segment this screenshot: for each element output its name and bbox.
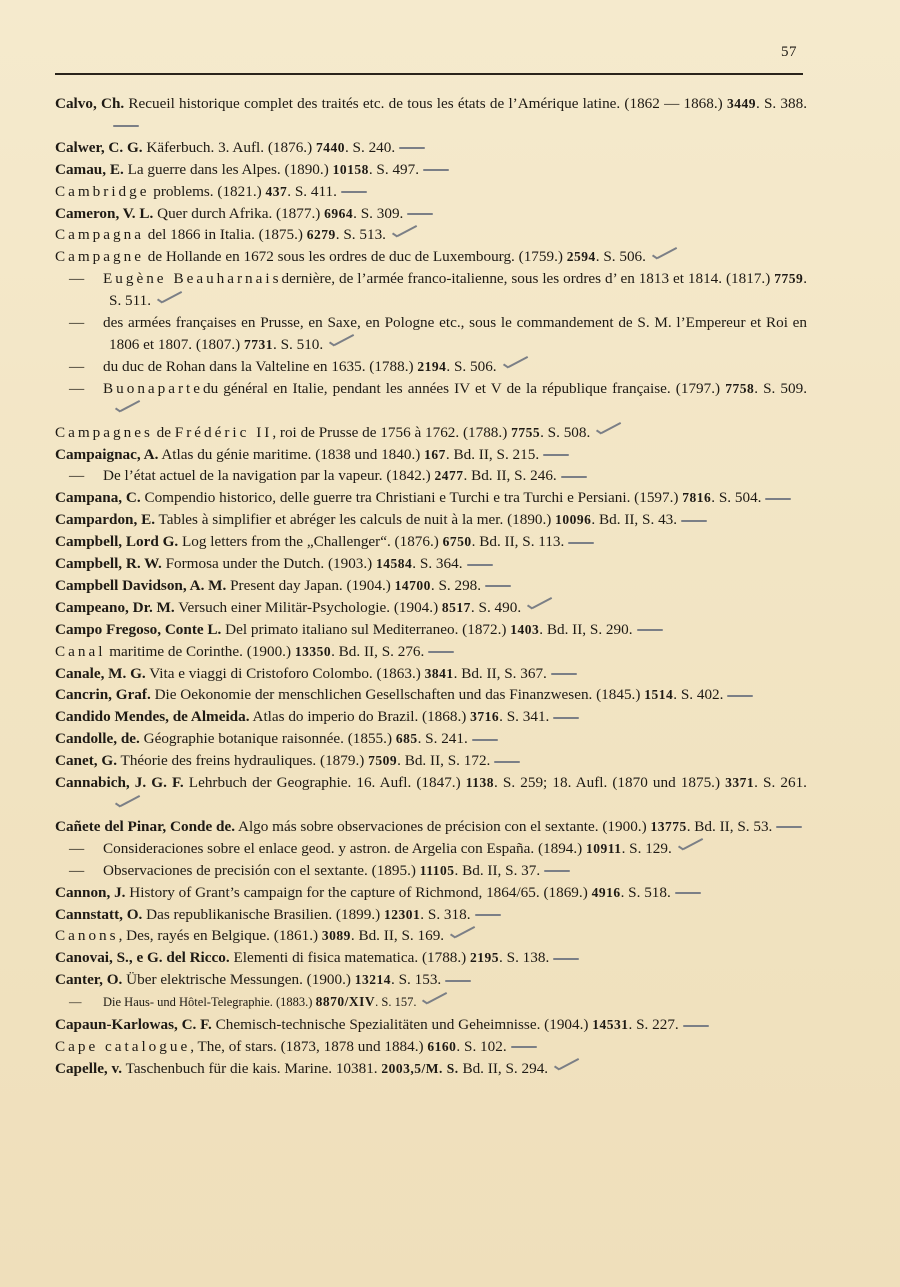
entry-reference: . Bd. II, S. 172. — [397, 752, 491, 770]
entry-number: 13350 — [294, 643, 332, 659]
repeat-dash: — — [69, 995, 82, 1010]
entry-text-continued: en Italie, pendant les années IV et V de la république française. (1797.) — [273, 379, 726, 397]
repeat-dash: — — [69, 379, 85, 397]
pencil-dash-icon — [445, 977, 473, 985]
entry-author: Campbell, R. W. — [55, 555, 162, 573]
entry-reference: . Bd. II, S. 113. — [471, 533, 565, 551]
catalog-entry — [55, 904, 807, 926]
entry-reference-second: . S. 261. — [754, 774, 807, 792]
entry-author: Candolle, de. — [55, 730, 140, 748]
entry-text: Vita e viaggi di Cristoforo Colombo. (1863.) — [145, 664, 425, 682]
check-mark-icon — [113, 407, 141, 415]
pencil-dash-icon — [472, 736, 500, 744]
pencil-dash-icon — [727, 692, 755, 700]
entry-number: 437 — [265, 183, 288, 199]
entry-number: 14700 — [394, 577, 431, 593]
entry-text: Chemisch-technische Spezialitäten und Geheimnisse. (1904.) — [211, 1016, 593, 1034]
entry-spaced-heading: Canons — [55, 927, 119, 945]
catalog-entry — [55, 509, 807, 531]
catalog-entry — [55, 1014, 807, 1036]
entry-spaced-heading: Eugène Beauharnais — [103, 270, 282, 288]
catalog-entry — [55, 882, 807, 904]
catalog-subentry — [55, 356, 807, 378]
entry-number: 8870/XIV — [315, 994, 376, 1010]
entry-reference: . S. 388. — [755, 95, 807, 112]
catalog-entry — [55, 772, 807, 816]
entry-author: Calwer, C. G. — [55, 138, 143, 156]
entry-number: 2195 — [470, 950, 500, 966]
catalog-entry — [55, 706, 807, 728]
catalog-entry — [55, 597, 807, 619]
entry-spaced-heading: Campagnes — [55, 423, 153, 441]
entry-text: De l’état actuel de la navigation par la vapeur. (1842.) — [103, 467, 435, 485]
entry-author: Campo Fregoso, Conte L. — [55, 620, 222, 638]
entry-author: Campaignac, A. — [55, 445, 159, 463]
entry-author: Calvo, Ch. — [55, 95, 125, 112]
entry-reference: . Bd. II, S. 169. — [350, 927, 445, 945]
entry-text: du duc de Rohan dans la Valteline en 1635. (1788.) — [103, 357, 418, 375]
entry-number: 2003,5/M. S. — [381, 1060, 459, 1076]
entry-number: 10911 — [586, 840, 622, 856]
entry-author: Cañete del Pinar, Conde de. — [55, 817, 236, 835]
catalog-entry — [55, 1058, 807, 1080]
entry-number: 2594 — [566, 249, 596, 265]
entry-number: 685 — [395, 731, 418, 747]
entry-author: Campbell, Lord G. — [55, 533, 179, 551]
entry-spaced-heading: Cape catalogue — [55, 1037, 191, 1055]
entry-author: Campbell Davidson, A. M. — [55, 576, 227, 594]
catalog-entry — [55, 684, 807, 706]
entry-reference: . S. 298. — [430, 576, 482, 594]
entry-author: Campeano, Dr. M. — [55, 598, 175, 616]
catalog-subentry — [55, 860, 807, 882]
entry-text: Recueil historique complet des traités etc. de tous les états de l’Amérique latine. (1862 — 1868.) — [124, 95, 727, 112]
entry-number: 3089 — [321, 928, 351, 944]
check-mark-icon — [420, 999, 448, 1007]
entry-text: Käferbuch. 3. Aufl. (1876.) — [142, 138, 316, 156]
entry-reference: . S. 102. — [456, 1037, 507, 1055]
check-mark-icon — [525, 604, 553, 612]
entry-number: 7759 — [774, 271, 804, 287]
entry-author: Cannstatt, O. — [55, 905, 143, 923]
entry-number: 10096 — [555, 512, 592, 528]
entry-number: 2477 — [434, 468, 464, 484]
entry-text: dernière, de l’armée franco-italienne, sous les ordres d’ — [281, 270, 617, 288]
entry-number: 14531 — [592, 1017, 629, 1033]
entry-reference: . S. 138. — [499, 949, 550, 967]
entry-text: Das republikanische Brasilien. (1899.) — [142, 905, 385, 923]
entry-text: de Hollande en 1672 sous les ordres de duc de Luxembourg. (1759.) — [143, 248, 567, 266]
check-mark-icon — [327, 341, 355, 349]
entry-text: Quer durch Afrika. (1877.) — [153, 204, 325, 222]
catalog-entry — [55, 816, 807, 838]
entry-reference: . S. 504. — [711, 489, 762, 507]
pencil-dash-icon — [568, 539, 596, 547]
entry-number: 1514 — [644, 687, 674, 703]
entry-text: Théorie des freins hydrauliques. (1879.) — [117, 752, 369, 770]
entry-text: La guerre dans les Alpes. (1890.) — [123, 160, 333, 178]
catalog-entry — [55, 750, 807, 772]
entry-author: Cancrin, Graf. — [55, 686, 151, 704]
check-mark-icon — [390, 232, 418, 240]
catalog-entry — [55, 203, 807, 225]
entry-text: Atlas du génie maritime. (1838 und 1840.) — [158, 445, 425, 463]
entry-text: de — [152, 423, 175, 441]
entry-text: Die Haus- und Hôtel-Telegraphie. (1883.) — [103, 995, 316, 1010]
entry-number: 167 — [424, 446, 446, 462]
check-mark-icon — [594, 429, 622, 437]
entry-number: 3841 — [424, 665, 454, 681]
entry-number: 6160 — [427, 1038, 457, 1054]
entry-number: 11105 — [419, 862, 455, 878]
pencil-dash-icon — [675, 889, 703, 897]
entry-text: , Des, rayés en Belgique. (1861.) — [118, 927, 322, 945]
catalog-entry — [55, 246, 807, 268]
entry-reference: . Bd. II, S. 43. — [591, 511, 678, 529]
entry-reference: . S. 497. — [368, 160, 420, 178]
pencil-dash-icon — [553, 955, 581, 963]
entry-text: Taschenbuch für die kais. Marine. 10381. — [122, 1059, 382, 1077]
entry-reference: . S. 240. — [344, 138, 396, 156]
pencil-dash-icon — [485, 582, 513, 590]
entry-author: Canter, O. — [55, 971, 123, 989]
entry-number: 13214 — [354, 972, 391, 988]
entry-author: Campardon, E. — [55, 511, 156, 529]
entry-reference: Bd. II, S. 294. — [458, 1059, 549, 1077]
entry-number: 7509 — [368, 753, 398, 769]
catalog-entry — [55, 422, 807, 444]
entry-text: Algo más sobre observaciones de précision con el sextante. (1900.) — [235, 817, 651, 835]
entry-reference: . S. 341. — [499, 708, 550, 726]
check-mark-icon — [650, 254, 678, 262]
pencil-dash-icon — [543, 451, 571, 459]
entry-reference: . S. 510. — [272, 335, 324, 353]
entry-reference: . S. 508. — [540, 423, 591, 441]
entry-author: Cameron, V. L. — [55, 204, 154, 222]
repeat-dash: — — [69, 839, 85, 857]
entry-reference: . S. 318. — [420, 905, 471, 923]
repeat-dash: — — [69, 467, 85, 485]
entry-author: Capaun-Karlowas, C. F. — [55, 1016, 212, 1034]
entry-reference: . S. 513. — [335, 226, 386, 244]
entry-number: 13775 — [650, 818, 687, 834]
entry-reference: . Bd. II, S. 246. — [463, 467, 557, 485]
entry-author: Canovai, S., e G. del Ricco. — [55, 949, 230, 967]
catalog-subentry — [55, 378, 807, 422]
page-number: 57 — [781, 44, 797, 60]
entry-text: Formosa under the Dutch. (1903.) — [161, 555, 377, 573]
catalog-entry — [55, 181, 807, 203]
check-mark-icon — [501, 363, 529, 371]
check-mark-icon — [113, 802, 141, 810]
entry-reference: . S. 402. — [673, 686, 724, 704]
pencil-dash-icon — [467, 561, 495, 569]
check-mark-icon — [552, 1065, 580, 1073]
entry-spaced-heading: Campagna — [55, 226, 144, 244]
pencil-dash-icon — [561, 473, 589, 481]
entry-number: 6279 — [306, 227, 336, 243]
catalog-entry — [55, 1036, 807, 1058]
entry-reference: . S. 364. — [412, 555, 463, 573]
entry-number: 8517 — [441, 599, 471, 615]
catalog-entry — [55, 159, 807, 181]
pencil-dash-icon — [544, 867, 572, 875]
pencil-dash-icon — [475, 911, 503, 919]
catalog-entry — [55, 947, 807, 969]
entry-text: Die Oekonomie der menschlichen Gesellschaften und das Finanzwesen. (1845.) — [150, 686, 645, 704]
entry-text: problems. (1821.) — [149, 182, 266, 200]
entry-number: 12301 — [384, 906, 421, 922]
pencil-dash-icon — [494, 758, 522, 766]
entry-reference: . S. 511. — [109, 270, 807, 310]
entry-number: 14584 — [376, 556, 413, 572]
entry-author: Canet, G. — [55, 752, 118, 770]
repeat-dash: — — [69, 861, 85, 879]
entry-text-continued: en 1813 et 1814. (1817.) — [616, 270, 775, 288]
entry-reference: . S. 309. — [353, 204, 404, 222]
catalog-subentry — [55, 991, 807, 1014]
repeat-dash: — — [69, 314, 85, 332]
catalog-entry — [55, 487, 807, 509]
entry-number: 3716 — [470, 709, 500, 725]
entry-text: Compendio historico, delle guerre tra Christiani e Turchi e tra Turchi e Persiani. (1597.) — [140, 489, 683, 507]
entry-text: du général — [203, 379, 274, 397]
entry-author: Campana, C. — [55, 489, 141, 507]
catalog-entry — [55, 728, 807, 750]
entry-number: 3449 — [726, 96, 756, 111]
check-mark-icon — [676, 845, 704, 853]
check-mark-icon — [448, 933, 476, 941]
entry-reference: . S. 153. — [391, 971, 442, 989]
entry-reference: . Bd. II, S. 215. — [445, 445, 540, 463]
entry-reference: . S. 241. — [417, 730, 468, 748]
entry-author: Canale, M. G. — [55, 664, 146, 682]
entry-text: Log letters from the „Challenger“. (1876.) — [178, 533, 443, 551]
entry-text: , The, of stars. (1873, 1878 und 1884.) — [190, 1037, 428, 1055]
catalog-entry — [55, 553, 807, 575]
entry-reference: . S. 157. — [375, 995, 417, 1010]
catalog-entry — [55, 925, 807, 947]
pencil-dash-icon — [551, 670, 579, 678]
entry-reference: . S. 506. — [595, 248, 646, 266]
entry-number: 7755 — [511, 424, 541, 440]
entry-reference: . S. 506. — [446, 357, 497, 375]
catalog-entry — [55, 619, 807, 641]
repeat-dash: — — [69, 270, 85, 288]
repeat-dash: — — [69, 357, 85, 375]
pencil-dash-icon — [511, 1043, 539, 1051]
entry-author: Candido Mendes, de Almeida. — [55, 708, 250, 726]
entry-list — [55, 93, 807, 1080]
entry-reference: . Bd. II, S. 290. — [539, 620, 633, 638]
entry-number: 7731 — [243, 336, 273, 352]
entry-number: 4916 — [591, 884, 621, 900]
entry-text: History of Grant’s campaign for the capture of Richmond, 1864/65. (1869.) — [125, 883, 592, 901]
entry-number: 1138 — [465, 775, 495, 791]
pencil-dash-icon — [341, 188, 369, 196]
pencil-dash-icon — [776, 823, 804, 831]
pencil-dash-icon — [399, 144, 427, 152]
entry-text-continued: , roi de Prusse de 1756 à 1762. (1788.) — [272, 423, 512, 441]
catalog-subentry — [55, 465, 807, 487]
pencil-dash-icon — [428, 648, 456, 656]
entry-author: Capelle, v. — [55, 1059, 123, 1077]
entry-number: 6750 — [442, 534, 472, 550]
catalog-entry — [55, 575, 807, 597]
entry-spaced-name: Frédéric II — [174, 423, 273, 441]
entry-text: Present day Japan. (1904.) — [226, 576, 395, 594]
entry-text: maritime de Corinthe. (1900.) — [105, 642, 295, 660]
entry-author: Cannon, J. — [55, 883, 126, 901]
entry-text: Géographie botanique raisonnée. (1855.) — [139, 730, 396, 748]
entry-number: 10158 — [332, 161, 369, 177]
entry-number: 6964 — [324, 205, 354, 221]
entry-text: Consideraciones sobre el enlace geod. y astron. de Argelia con España. (1894.) — [103, 839, 587, 857]
entry-reference: . S. 518. — [620, 883, 671, 901]
check-mark-icon — [155, 298, 183, 306]
entry-number-second: 3371 — [725, 775, 755, 791]
catalog-entry — [55, 969, 807, 991]
entry-text: Versuch einer Militär-Psychologie. (1904.) — [174, 598, 442, 616]
catalog-entry — [55, 663, 807, 685]
entry-number: 7816 — [682, 490, 712, 506]
entry-number: 7440 — [315, 139, 345, 155]
pencil-dash-icon — [637, 626, 665, 634]
header-rule — [55, 73, 803, 75]
entry-author: Camau, E. — [55, 160, 124, 178]
entry-number: 7758 — [725, 380, 755, 396]
catalog-subentry — [55, 268, 807, 312]
entry-author: Cannabich, J. G. F. — [55, 774, 184, 792]
entry-reference: . Bd. II, S. 53. — [686, 817, 773, 835]
catalog-entry — [55, 137, 807, 159]
entry-text: Lehrbuch der Geographie. 16. Aufl. (1847.) — [183, 774, 466, 792]
pencil-dash-icon — [407, 210, 435, 218]
pencil-dash-icon — [423, 166, 451, 174]
pencil-dash-icon — [553, 714, 581, 722]
entry-text: del 1866 in Italia. (1875.) — [143, 226, 307, 244]
pencil-dash-icon — [765, 495, 793, 503]
catalog-entry — [55, 641, 807, 663]
entry-reference: . Bd. II, S. 367. — [453, 664, 547, 682]
entry-reference: . S. 411. — [287, 182, 337, 200]
catalog-entry — [55, 224, 807, 246]
entry-text: Del primato italiano sul Mediterraneo. (1872.) — [221, 620, 511, 638]
entry-text: Elementi di fisica matematica. (1788.) — [229, 949, 471, 967]
entry-text: Tables à simplifier et abréger les calculs de nuit à la mer. (1890.) — [155, 511, 556, 529]
entry-reference: . S. 129. — [621, 839, 672, 857]
entry-reference: . Bd. II, S. 37. — [454, 861, 541, 879]
pencil-dash-icon — [683, 1022, 711, 1030]
entry-spaced-heading: Buonaparte — [103, 379, 204, 397]
catalog-subentry — [55, 312, 807, 356]
pencil-dash-icon — [113, 122, 141, 130]
entry-text: Atlas do imperio do Brazil. (1868.) — [249, 708, 471, 726]
entry-number: 2194 — [417, 358, 447, 374]
pencil-dash-icon — [681, 517, 709, 525]
entry-reference: . S. 227. — [628, 1016, 679, 1034]
entry-reference: . S. 509. — [754, 379, 808, 397]
catalog-entry — [55, 531, 807, 553]
entry-text: des armées françaises en Prusse, en Saxe, en Pologne etc., sous le commandement de S. M. l’Empereur et Roi en 1806 et 1807. (1807.) — [103, 314, 807, 353]
entry-reference: . S. 490. — [470, 598, 522, 616]
catalog-subentry — [55, 838, 807, 860]
entry-reference: . Bd. II, S. 276. — [331, 642, 425, 660]
entry-reference: . S. 259; 18. Aufl. (1870 und 1875.) — [494, 774, 726, 792]
catalog-entry — [55, 93, 807, 137]
entry-text: Observaciones de precisión con el sextante. (1895.) — [103, 861, 420, 879]
entry-spaced-heading: Campagne — [55, 248, 144, 266]
entry-spaced-heading: Cambridge — [55, 182, 150, 200]
entry-spaced-heading: Canal — [55, 642, 106, 660]
catalog-entry — [55, 444, 807, 466]
entry-number: 1403 — [510, 621, 540, 637]
entry-text: Über elektrische Messungen. (1900.) — [122, 971, 355, 989]
